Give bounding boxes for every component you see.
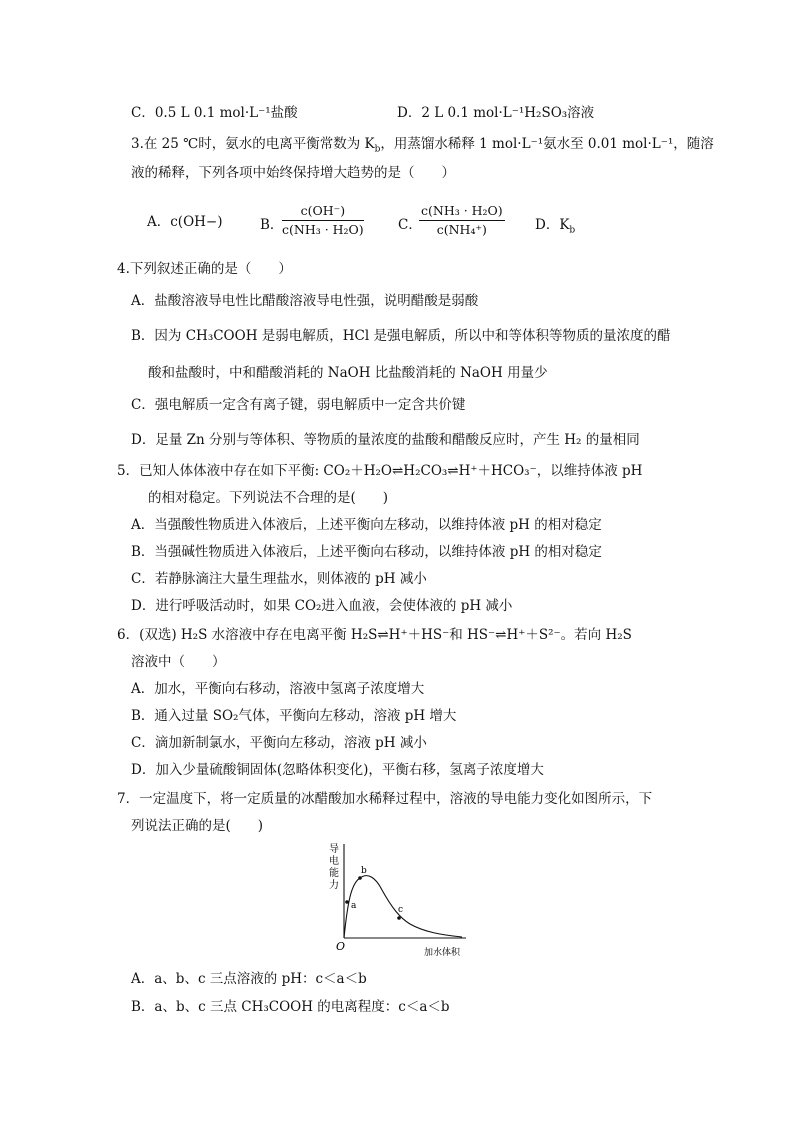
q4-option-d: D．足量 Zn 分别与等体积、等物质的量浓度的盐酸和醋酸反应时，产生 H₂ 的量相同 [131,432,640,448]
figure-point-a [345,900,349,904]
q5-option-b: B．当强碱性物质进入体液后，上述平衡向右移动，以维持体液 pH 的相对稳定 [131,544,602,560]
q7-option-b: B．a、b、c 三点 CH₃COOH 的电离程度：c＜a＜b [131,999,450,1015]
q7-stem-line2: 列说法正确的是( ) [131,818,264,834]
q4-option-c: C．强电解质一定含有离子键，弱电解质中一定含共价键 [131,397,466,413]
q3-option-c-denominator: c(NH₄⁺) [436,222,487,237]
q3-option-c-label: C． [398,217,422,233]
q3-kb-subscript: b [374,144,381,155]
figure-xlabel: 加水体积 [424,948,461,958]
q3-option-b-denominator: c(NH₃ · H₂O) [282,222,364,237]
q3-option-d-subscript: b [569,225,576,236]
q4-stem: 4.下列叙述正确的是（ ） [117,261,292,277]
q6-option-d: D．加入少量硫酸铜固体(忽略体积变化)，平衡右移，氢离子浓度增大 [131,762,544,778]
q5-option-c: C．若静脉滴注大量生理盐水，则体液的 pH 减小 [131,571,427,587]
q6-option-b: B．通入过量 SO₂气体，平衡向左移动，溶液 pH 增大 [131,708,457,724]
figure-ylabel-char: 导 [329,844,339,855]
q7-conductivity-figure [320,838,480,963]
q6-option-a: A．加水，平衡向右移动，溶液中氢离子浓度增大 [131,681,425,697]
q3-option-b-fraction [282,203,364,238]
figure-ylabel-char: 电 [329,856,339,867]
q6-option-c: C．滴加新制氯水，平衡向左移动，溶液 pH 减小 [131,735,427,751]
q5-stem-line2: 的相对稳定。下列说法不合理的是( ) [148,490,389,506]
q6-stem-line2: 溶液中（ ） [131,654,226,670]
q7-stem-line1: 7．一定温度下，将一定质量的冰醋酸加水稀释过程中，溶液的导电能力变化如图所示，下 [117,791,653,807]
figure-point-c [397,916,401,920]
figure-point-b-label: b [361,866,367,876]
figure-ylabel-char: 力 [329,880,339,891]
figure-point-c-label: c [398,905,404,915]
q3-stem-text-rest: ，用蒸馏水稀释 1 mol·L⁻¹氨水至 0.01 mol·L⁻¹，随溶 [380,136,714,152]
q3-stem-line1 [131,135,714,159]
q2-option-c: C．0.5 L 0.1 mol·L⁻¹盐酸 [131,105,298,121]
q3-stem-line2: 液的稀释，下列各项中始终保持增大趋势的是（ ） [131,165,455,181]
q3-option-b-label: B． [260,217,284,233]
q4-option-b-line2: 酸和盐酸时，中和醋酸消耗的 NaOH 比盐酸消耗的 NaOH 用量少 [148,365,548,381]
figure-point-a-label: a [351,901,357,911]
q3-option-d [535,213,575,236]
q3-option-a: A．c(OH−) [147,214,223,230]
q5-option-d: D．进行呼吸活动时，如果 CO₂进入血液，会使体液的 pH 减小 [131,598,513,614]
figure-ylabel-char: 能 [329,868,339,879]
figure-point-b [358,876,362,880]
q4-option-b-line1: B．因为 CH₃COOH 是弱电解质，HCl 是强电解质，所以中和等体积等物质的量浓度的醋 [131,328,671,344]
q2-option-d: D．2 L 0.1 mol·L⁻¹H₂SO₃溶液 [397,105,595,121]
q5-stem-line1: 5．已知人体体液中存在如下平衡: CO₂＋H₂O⇌H₂CO₃⇌H⁺＋HCO₃⁻，以维持体液 pH [117,463,643,479]
q6-stem-line1: 6．(双选) H₂S 水溶液中存在电离平衡 H₂S⇌H⁺＋HS⁻和 HS⁻⇌H⁺＋S²⁻。若向 H₂S [117,627,632,643]
q4-option-a: A．盐酸溶液导电性比醋酸溶液导电性强，说明醋酸是弱酸 [131,293,479,309]
q3-option-c-numerator: c(NH₃ · H₂O) [419,203,505,221]
figure-origin-label: O [336,940,346,953]
q5-option-a: A．当强酸性物质进入体液后，上述平衡向左移动，以维持体液 pH 的相对稳定 [131,517,602,533]
q3-stem-text: 3.在 25 ℃时，氨水的电离平衡常数为 K [131,136,375,152]
q3-option-b-numerator: c(OH⁻) [282,203,364,221]
q7-option-a: A．a、b、c 三点溶液的 pH：c＜a＜b [131,971,367,987]
q3-option-d-text: D．K [535,217,570,233]
q3-option-c-fraction [419,203,505,238]
